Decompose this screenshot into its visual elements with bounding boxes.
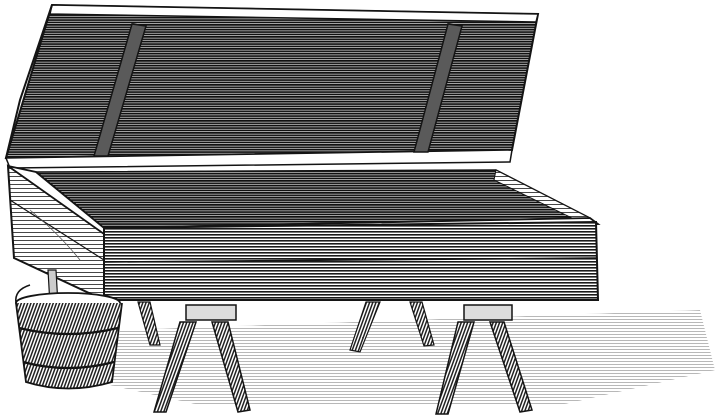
box-front-panel bbox=[104, 222, 598, 300]
ground-shadow bbox=[110, 310, 715, 405]
open-lid bbox=[6, 5, 538, 168]
